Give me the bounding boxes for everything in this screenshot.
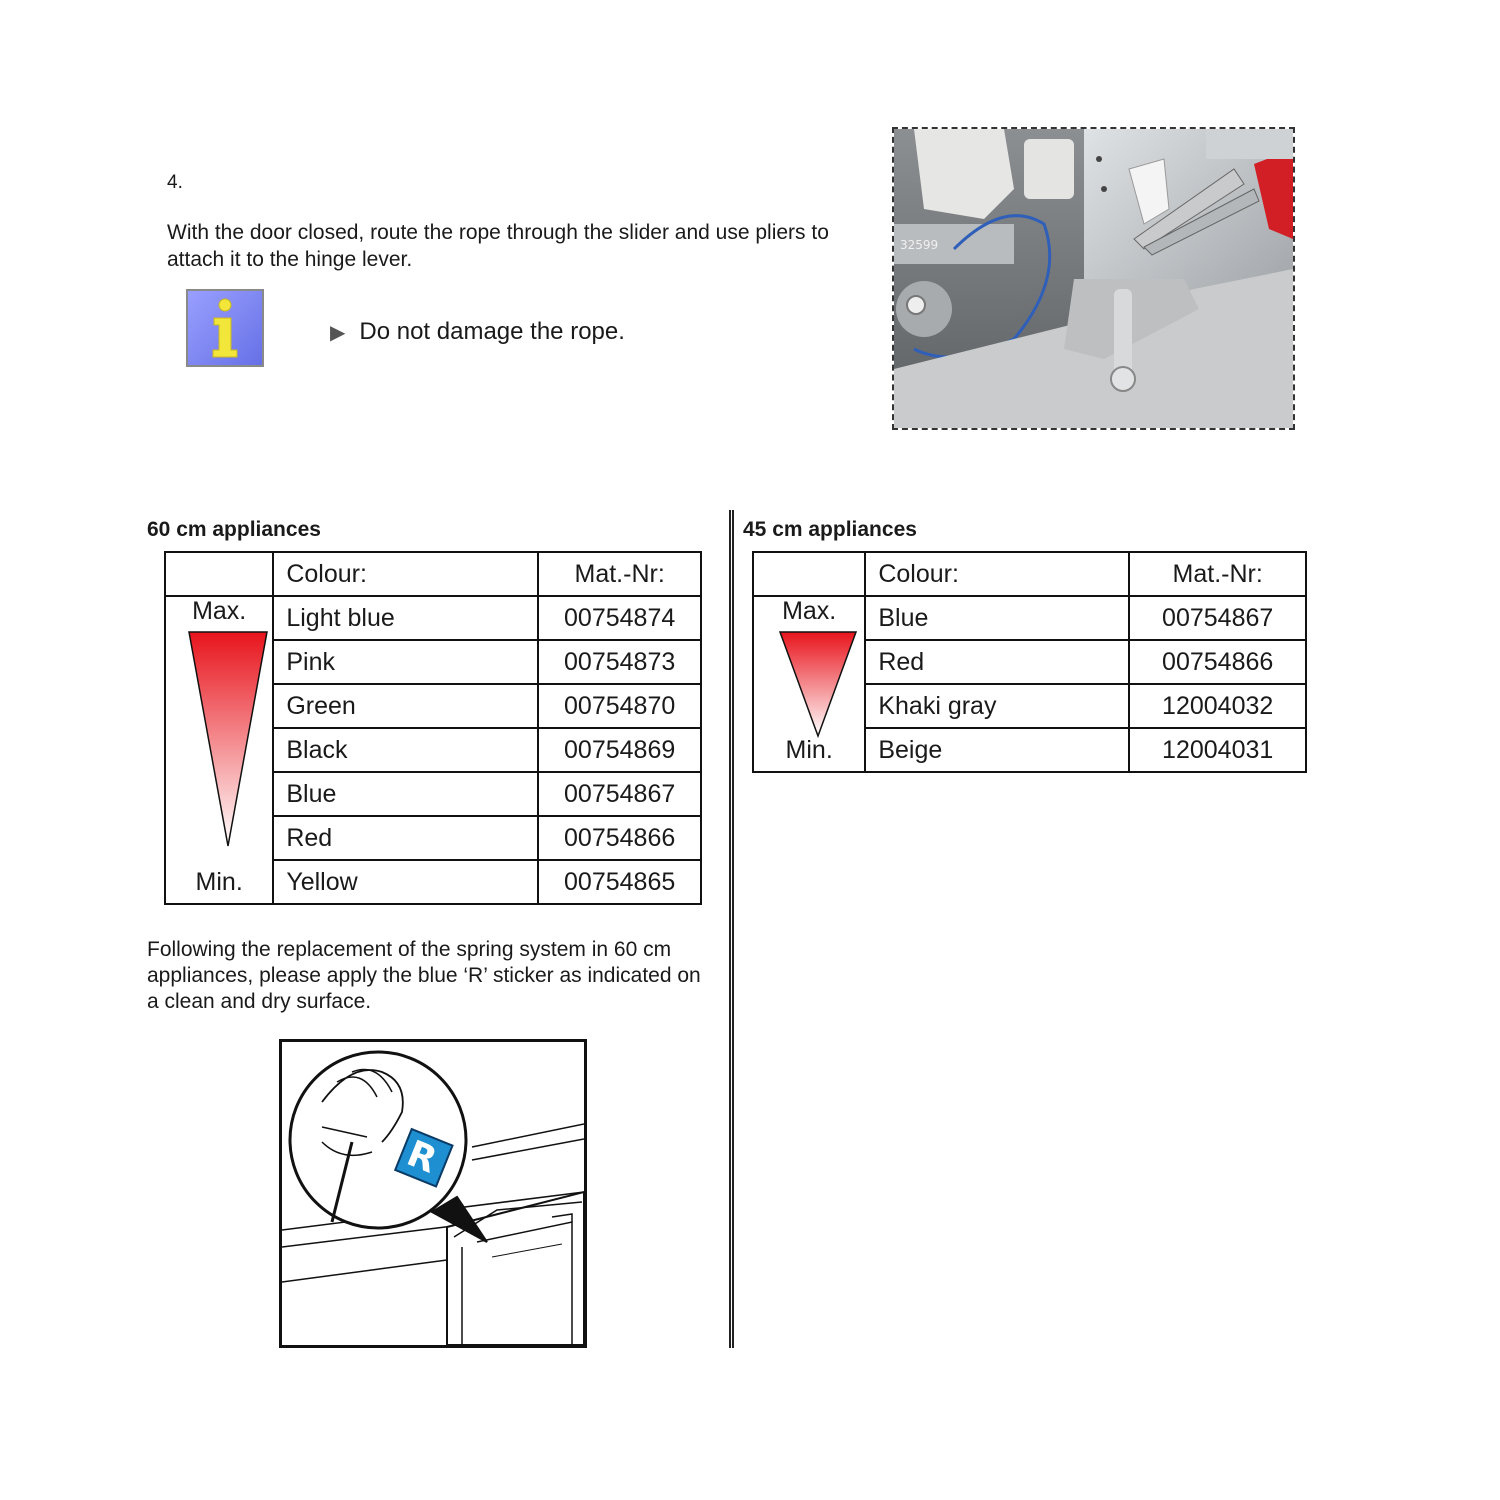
heading-45cm: 45 cm appliances (743, 518, 917, 541)
column-header-mat-nr: Mat.-Nr: (1129, 552, 1306, 596)
colour-cell: Green (273, 684, 538, 728)
photo-label: 32599 (900, 238, 939, 252)
note-text: Do not damage the rope. (359, 318, 625, 345)
colour-cell: Light blue (273, 596, 538, 640)
mat-nr-cell: 00754869 (538, 728, 701, 772)
empty-cell (165, 552, 273, 596)
column-header-colour: Colour: (865, 552, 1129, 596)
mat-nr-cell: 00754866 (1129, 640, 1306, 684)
table-header-row (753, 552, 1306, 596)
mat-nr-cell: 00754867 (1129, 596, 1306, 640)
sticker-r-letter: R (401, 1133, 443, 1182)
column-header-mat-nr: Mat.-Nr: (538, 552, 701, 596)
sticker-illustration (279, 1039, 587, 1348)
table-row (753, 596, 1306, 640)
mat-nr-cell: 00754867 (538, 772, 701, 816)
scale-min-label: Min. (195, 868, 243, 896)
hinge-photo (892, 127, 1295, 430)
step-number: 4. (167, 172, 183, 193)
mat-nr-cell: 00754865 (538, 860, 701, 904)
colour-cell: Red (865, 640, 1129, 684)
mat-nr-cell: 00754866 (538, 816, 701, 860)
colour-cell: Khaki gray (865, 684, 1129, 728)
warning-note (330, 318, 625, 346)
parts-table-60cm (164, 551, 702, 905)
mat-nr-cell: 00754874 (538, 596, 701, 640)
gradient-triangle-icon (187, 630, 269, 850)
colour-cell: Yellow (273, 860, 538, 904)
column-header-colour: Colour: (273, 552, 538, 596)
mat-nr-cell: 00754870 (538, 684, 701, 728)
mat-nr-cell: 12004031 (1129, 728, 1306, 772)
colour-cell: Beige (865, 728, 1129, 772)
colour-cell: Black (273, 728, 538, 772)
info-icon (186, 289, 264, 367)
colour-cell: Pink (273, 640, 538, 684)
step-instruction: With the door closed, route the rope through the slider and use pliers to attach it to the hinge lever. (167, 221, 829, 271)
intensity-scale (165, 596, 273, 904)
parts-table-45cm (752, 551, 1307, 773)
colour-cell: Blue (865, 596, 1129, 640)
colour-cell: Blue (273, 772, 538, 816)
mat-nr-cell: 12004032 (1129, 684, 1306, 728)
table-header-row (165, 552, 701, 596)
scale-max-label: Max. (782, 597, 837, 625)
heading-60cm: 60 cm appliances (147, 518, 321, 541)
colour-cell: Red (273, 816, 538, 860)
scale-min-label: Min. (785, 736, 833, 764)
mat-nr-cell: 00754873 (538, 640, 701, 684)
empty-cell (753, 552, 865, 596)
table-row (165, 596, 701, 640)
triangle-bullet-icon: ▶ (330, 321, 346, 344)
gradient-triangle-icon (778, 630, 858, 738)
sticker-instruction: Following the replacement of the spring system in 60 cm appliances, please apply the blue ‘R’ sticker as indicated on a clean and dry surface. (147, 938, 701, 1013)
column-divider (729, 510, 734, 1348)
scale-max-label: Max. (192, 597, 247, 625)
intensity-scale (753, 596, 865, 772)
